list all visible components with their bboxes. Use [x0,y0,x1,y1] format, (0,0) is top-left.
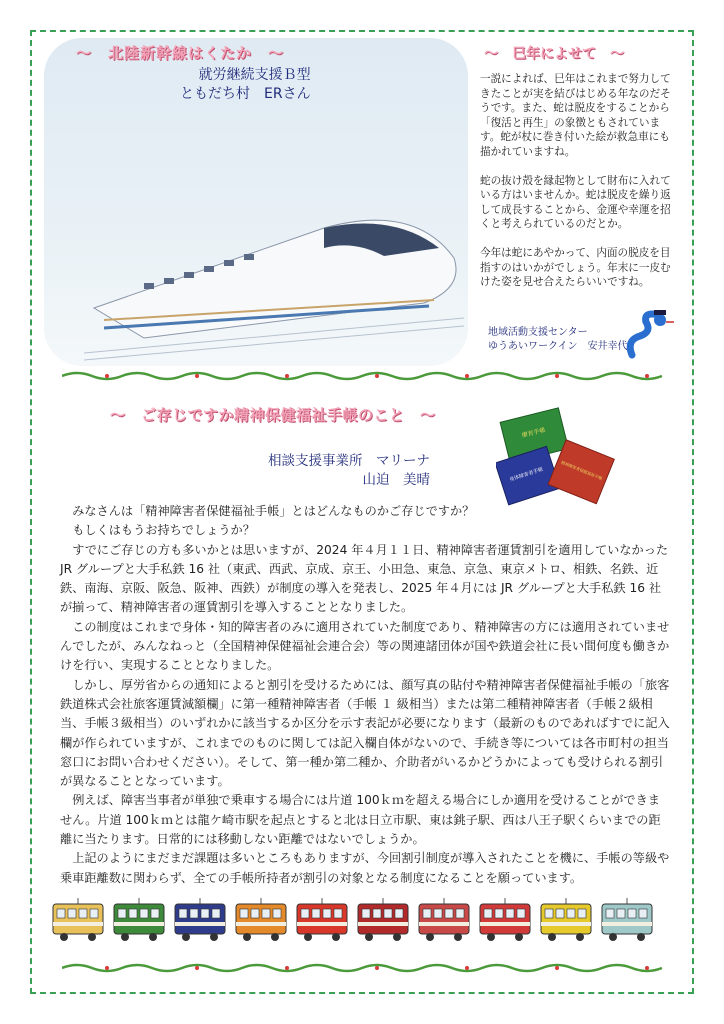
garland-divider-bottom [62,962,672,974]
main-byline-org: 相談支援事業所 マリーナ [268,453,430,469]
tram-icon [416,898,472,944]
tram-icon [355,898,411,944]
main-article-body [60,502,672,888]
tram-icon [172,898,228,944]
tram-icon [538,898,594,944]
right-paragraph: 一説によれば、巳年はこれまで努力してきたことが実を結びはじめる年なのだそうです。また、蛇は脱皮をすることから「復活と再生」の象徴ともされています。蛇が杖に巻き付いた絵が救急車にも描かれていますね。 [480,73,671,158]
tram-icon [294,898,350,944]
right-article-signature [488,326,628,354]
main-paragraph: みなさんは「精神障害者保健福祉手帳」とはどんなものかご存じですか？ [72,504,475,518]
tram-row [50,898,672,948]
shinkansen-illustration [84,188,464,366]
right-paragraph: 今年は蛇にあやかって、内面の脱皮を目指すのはいかがでしょう。年末に一皮むけた姿を見せ合えたらいいですね。 [480,246,671,289]
left-article-title: ～ 北陸新幹線はくたか ～ [76,44,285,62]
tram-icon [50,898,106,944]
tram-icon [599,898,655,944]
book-label-red: 精神障害者保健福祉手帳 [560,459,604,481]
garland-divider-top [62,370,672,382]
main-paragraph: すでにご存じの方も多いかとは思いますが、2024 年４月１１日、精神障害者運賃割引を適用していなかった JR グループと大手私鉄 16 社（東武、西武、京成、京王、小田急、東急、京急、東京メトロ、相鉄、名鉄、近鉄、南海、京阪、阪急、阪神、西鉄）が制度の導入を発表し、2025 年４月には JR グループと大手私鉄 16 社が揃って、精神障害者の運賃割引を導入することとなりました。 [60,542,669,615]
main-paragraph: この制度はこれまで身体・知的障害者のみに適用されていた制度であり、精神障害の方には適用されていませんでしたが、みんなねっと（全国精神保健福祉会連合会）等の関連諸団体が国や鉄道会社に長い間何度も働きかけを行い、実現することとなりました。 [60,619,670,673]
main-article-title: ～ ご存じですか精神保健福祉手帳のこと ～ [110,406,436,424]
tram-icon [111,898,167,944]
main-byline-name: 山迫 美晴 [362,472,430,488]
main-paragraph: 例えば、障害当事者が単独で乗車する場合には片道 100ｋｍを超える場合にしか適用を受けることができません。片道 100ｋｍとは龍ケ崎市駅を起点とすると北は日立市駅、東は銚子駅、西は八王子駅くらいまでの距離に当たります。日常的には移動しない距離ではないでしょうか。 [60,793,661,847]
main-article-byline [250,452,430,490]
right-article-body [480,72,680,304]
tram-icon [477,898,533,944]
right-article-title: ～ 巳年によせて ～ [484,46,624,62]
left-byline-name: ともだち村 ERさん [180,86,311,102]
tram-icon [233,898,289,944]
right-paragraph: 蛇の抜け殻を縁起物として財布に入れている方はいませんか。蛇は脱皮を繰り返して成長することから、金運や幸運を招くと考えられているのだとか。 [480,174,671,231]
snake-icon [622,310,678,360]
signature-org: 地域活動支援センター [488,327,588,338]
signature-name: ゆうあいワークイン 安井幸代 [488,341,628,352]
main-paragraph: 上記のようにまだまだ課題は多いところもありますが、今回割引制度が導入されたことを機に、手帳の等級や乗車距離数に関わらず、全ての手帳所持者が割引の対象となる制度になることを願っています。 [60,851,670,885]
book-label-blue: 身体障害者手帳 [508,466,544,484]
left-byline-org: 就労継続支援Ｂ型 [198,67,311,83]
main-paragraph: しかし、厚労省からの通知によると割引を受けるためには、顔写真の貼付や精神障害者保健福祉手帳の「旅客鉄道株式会社旅客運賃減額欄」に第一種精神障害者（手帳 １ 級相当）または第二種精神障害者（手帳２級相当、手帳３級相当）のいずれかに該当するか区分を示す表記が必要になります（最新のものであればすでに記入欄が作られていますが、これまでのものに関しては記入欄自体がないので、手続き等については各市町村の担当窓口にお問い合わせください）。そして、第一種か第二種か、介助者がいるかどうかによっても受けられる割引が異なることとなっています。 [60,677,670,789]
main-paragraph: もしくはもうお持ちでしょうか？ [72,523,255,538]
book-label-green: 療育手帳 [521,426,547,440]
handbooks-illustration [496,404,616,514]
left-article-byline [180,66,311,104]
